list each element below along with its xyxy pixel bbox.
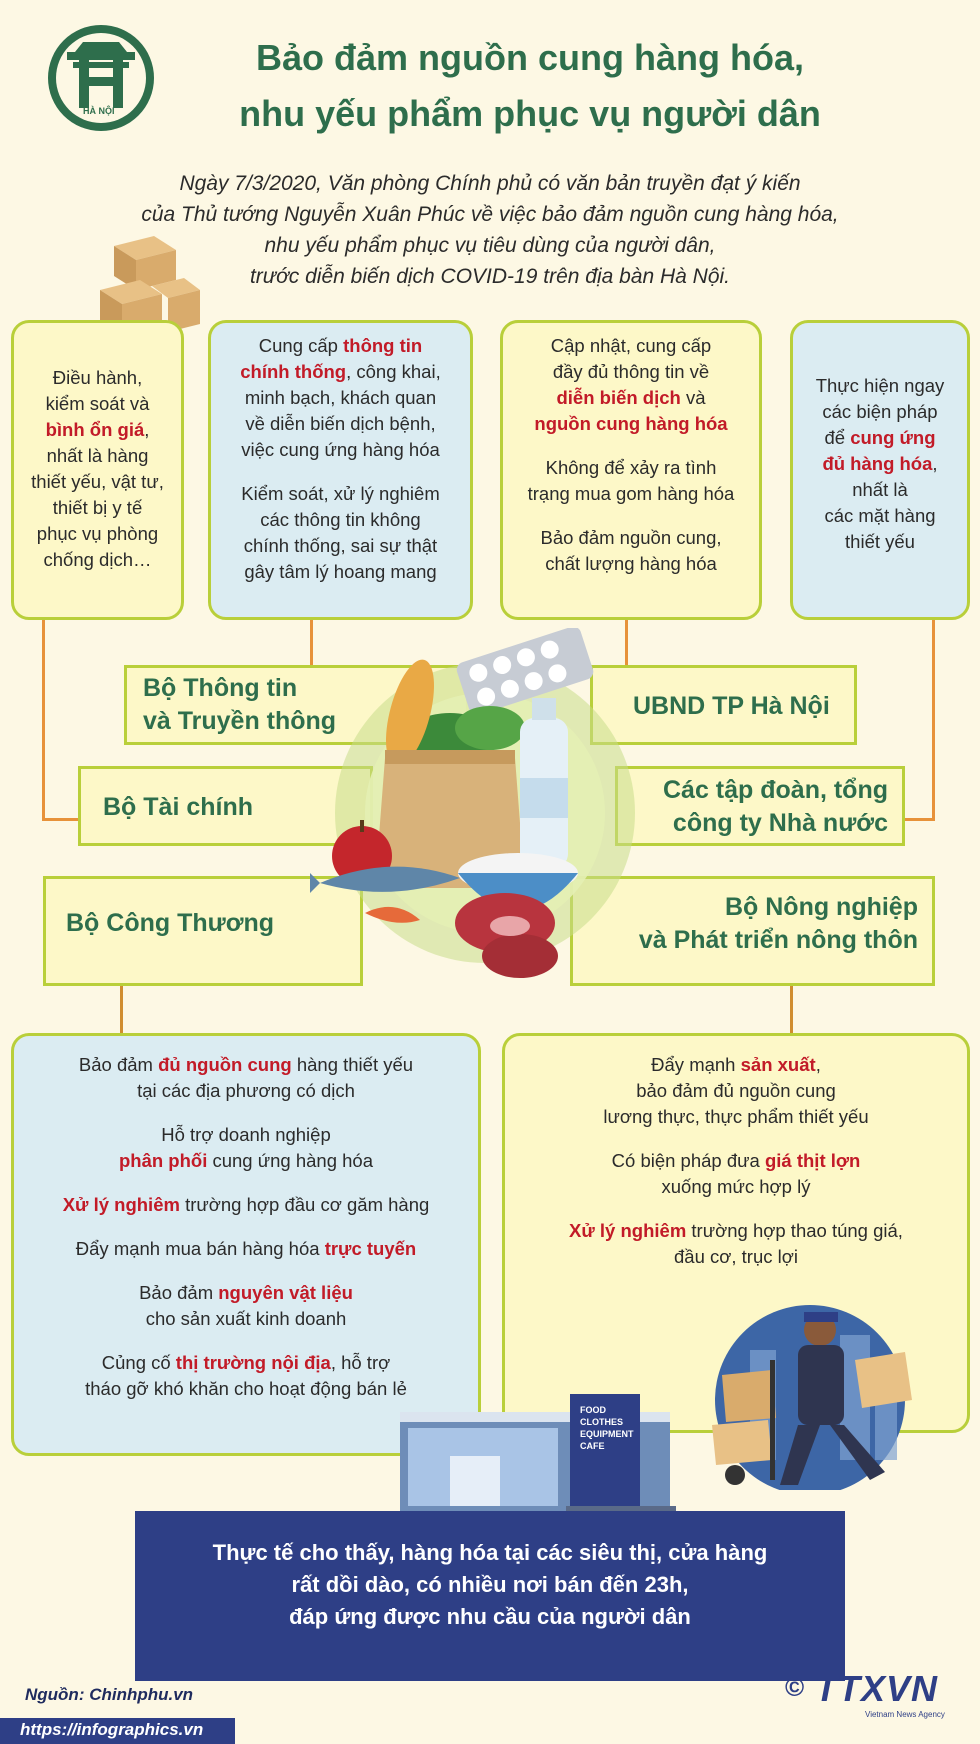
text: , công khai, bbox=[346, 361, 441, 382]
text: các biện pháp bbox=[822, 401, 938, 422]
intro-line: nhu yếu phẩm phục vụ tiêu dùng của người dân, bbox=[264, 234, 716, 257]
connector-line bbox=[42, 620, 45, 820]
conclusion-box bbox=[135, 1511, 845, 1681]
store-sign-line: CLOTHES bbox=[580, 1417, 624, 1427]
highlight: nguyên vật liệu bbox=[218, 1282, 353, 1303]
text: Điều hành, bbox=[52, 367, 143, 388]
text bbox=[14, 417, 181, 443]
text bbox=[505, 1218, 967, 1244]
text: cho sản xuất kinh doanh bbox=[145, 1308, 347, 1329]
text bbox=[14, 1148, 478, 1174]
hanoi-logo bbox=[45, 22, 157, 134]
text: trường hợp thao túng giá, bbox=[686, 1220, 903, 1241]
text: các thông tin không bbox=[260, 509, 421, 530]
highlight: đủ hàng hóa bbox=[822, 453, 933, 474]
text: hàng thiết yếu bbox=[291, 1054, 414, 1075]
highlight: bình ổn giá bbox=[45, 419, 145, 440]
agency-label: Bộ Tài chính bbox=[103, 793, 253, 821]
agency-label: Các tập đoàn, tổng bbox=[663, 776, 888, 804]
intro-text bbox=[100, 168, 880, 292]
agency-label: Bộ Công Thương bbox=[66, 909, 275, 937]
text: Cập nhật, cung cấp bbox=[550, 335, 712, 356]
delivery-man-illustration bbox=[680, 1290, 940, 1490]
store-sign-line: FOOD bbox=[580, 1405, 606, 1415]
text: Bảo đảm bbox=[139, 1282, 219, 1303]
text bbox=[14, 1052, 478, 1078]
agency-tap-doan bbox=[615, 766, 905, 846]
text bbox=[505, 1148, 967, 1174]
text: Đẩy mạnh bbox=[651, 1054, 741, 1075]
text: Không để xảy ra tình bbox=[545, 457, 717, 478]
text: và bbox=[680, 387, 706, 408]
highlight: cung ứng bbox=[850, 427, 936, 448]
highlight: phân phối bbox=[118, 1150, 208, 1171]
text bbox=[793, 425, 967, 451]
highlight: thông tin bbox=[343, 335, 423, 356]
text: bảo đảm đủ nguồn cung bbox=[636, 1080, 836, 1101]
text bbox=[793, 451, 967, 477]
intro-line: Ngày 7/3/2020, Văn phòng Chính phủ có văn bản truyền đạt ý kiến bbox=[179, 172, 801, 195]
text bbox=[211, 333, 470, 359]
text: nhất là hàng bbox=[46, 445, 149, 466]
highlight: đủ nguồn cung bbox=[158, 1054, 292, 1075]
text: , bbox=[932, 453, 938, 474]
text: , hỗ trợ bbox=[330, 1352, 391, 1373]
box-ubnd-tasks bbox=[500, 320, 762, 620]
box-tap-doan-tasks bbox=[790, 320, 970, 620]
text: xuống mức hợp lý bbox=[661, 1176, 811, 1197]
conclusion-line: đáp ứng được nhu cầu của người dân bbox=[289, 1604, 691, 1629]
connector-line bbox=[932, 620, 935, 820]
text bbox=[503, 411, 759, 437]
text: Kiểm soát, xử lý nghiêm bbox=[241, 483, 440, 504]
agency-label: Bộ Thông tin bbox=[143, 674, 298, 702]
text: các mặt hàng bbox=[824, 505, 936, 526]
text bbox=[211, 359, 470, 385]
connector-line bbox=[900, 818, 935, 821]
website-link[interactable]: https://infographics.vn bbox=[20, 1720, 204, 1739]
text: kiểm soát và bbox=[45, 393, 150, 414]
brand-tagline: Vietnam News Agency bbox=[865, 1710, 945, 1719]
text: , bbox=[815, 1054, 821, 1075]
text: phục vụ phòng bbox=[36, 523, 159, 544]
conclusion-line: rất dồi dào, có nhiều nơi bán đến 23h, bbox=[291, 1572, 689, 1597]
brand-name: TTXVN bbox=[815, 1668, 939, 1709]
text: nhất là bbox=[852, 479, 908, 500]
text bbox=[14, 1236, 478, 1262]
ttxvn-logo bbox=[785, 1668, 965, 1728]
store-sign-line: CAFE bbox=[580, 1441, 605, 1451]
page-title bbox=[150, 30, 910, 142]
logo-label: HÀ NỘI bbox=[83, 106, 115, 116]
connector-line bbox=[790, 985, 793, 1033]
agency-label: và Phát triển nông thôn bbox=[638, 926, 918, 954]
highlight: nguồn cung hàng hóa bbox=[534, 413, 728, 434]
conclusion-line: Thực tế cho thấy, hàng hóa tại các siêu thị, cửa hàng bbox=[212, 1540, 768, 1565]
text: Bảo đảm nguồn cung, bbox=[540, 527, 722, 548]
text: gây tâm lý hoang mang bbox=[244, 561, 437, 582]
highlight: sản xuất bbox=[740, 1054, 816, 1075]
agency-label: Bộ Nông nghiệp bbox=[724, 893, 918, 921]
box-bo-thong-tin-tasks bbox=[208, 320, 473, 620]
text bbox=[14, 1350, 478, 1376]
text: Đẩy mạnh mua bán hàng hóa bbox=[75, 1238, 325, 1259]
text: minh bạch, khách quan bbox=[244, 387, 437, 408]
text: đầu cơ, trục lợi bbox=[674, 1246, 798, 1267]
connector-line bbox=[120, 985, 123, 1033]
text: thiết yếu bbox=[845, 531, 915, 552]
highlight: diễn biến dịch bbox=[556, 387, 681, 408]
text: cung ứng hàng hóa bbox=[207, 1150, 374, 1171]
text: Hỗ trợ doanh nghiệp bbox=[161, 1124, 331, 1145]
text: chất lượng hàng hóa bbox=[545, 553, 717, 574]
text: để bbox=[824, 427, 851, 448]
text bbox=[505, 1052, 967, 1078]
agency-label: UBND TP Hà Nội bbox=[633, 692, 830, 720]
highlight: trực tuyến bbox=[324, 1238, 417, 1259]
text: thiết yếu, vật tư, bbox=[31, 471, 164, 492]
store-sign bbox=[580, 1404, 640, 1452]
text: chống dịch… bbox=[43, 549, 152, 570]
text: chính thống, sai sự thật bbox=[243, 535, 438, 556]
text: đầy đủ thông tin về bbox=[552, 361, 710, 382]
text: lương thực, thực phẩm thiết yếu bbox=[603, 1106, 869, 1127]
text bbox=[14, 1192, 478, 1218]
text: , bbox=[144, 419, 150, 440]
highlight: Xử lý nghiêm bbox=[569, 1220, 687, 1241]
food-illustration bbox=[310, 628, 650, 1008]
text bbox=[503, 385, 759, 411]
highlight: Xử lý nghiêm bbox=[62, 1194, 180, 1215]
intro-line: của Thủ tướng Nguyễn Xuân Phúc về việc bảo đảm nguồn cung hàng hóa, bbox=[141, 203, 839, 226]
agency-label: và Truyền thông bbox=[143, 707, 337, 735]
store-sign-line: EQUIPMENT bbox=[580, 1429, 634, 1439]
text: Bảo đảm bbox=[78, 1054, 159, 1075]
connector-line bbox=[42, 818, 82, 821]
text: Cung cấp bbox=[258, 335, 338, 356]
store-illustration bbox=[390, 1386, 690, 1516]
agency-label: công ty Nhà nước bbox=[672, 809, 888, 837]
source-text: Nguồn: Chinhphu.vn bbox=[25, 1685, 194, 1704]
text: Có biện pháp đưa bbox=[611, 1150, 765, 1171]
copyright-icon: © bbox=[785, 1672, 805, 1702]
title-line-1: Bảo đảm nguồn cung hàng hóa, bbox=[256, 37, 804, 78]
text: thiết bị y tế bbox=[52, 497, 143, 518]
intro-line: trước diễn biến dịch COVID-19 trên địa bàn Hà Nội. bbox=[249, 265, 731, 288]
highlight: thị trường nội địa bbox=[175, 1352, 331, 1373]
text: Thực hiện ngay bbox=[815, 375, 945, 396]
text: về diễn biến dịch bệnh, bbox=[245, 413, 436, 434]
text: việc cung ứng hàng hóa bbox=[241, 439, 440, 460]
highlight: giá thịt lợn bbox=[764, 1150, 861, 1171]
highlight: chính thống bbox=[240, 361, 347, 382]
text: trường hợp đầu cơ găm hàng bbox=[179, 1194, 430, 1215]
text: tháo gỡ khó khăn cho hoạt động bán lẻ bbox=[85, 1378, 407, 1399]
text bbox=[14, 1280, 478, 1306]
text: trạng mua gom hàng hóa bbox=[527, 483, 735, 504]
text: tại các địa phương có dịch bbox=[137, 1080, 355, 1101]
box-bo-tai-chinh-tasks bbox=[11, 320, 184, 620]
text: Củng cố bbox=[101, 1352, 176, 1373]
title-line-2: nhu yếu phẩm phục vụ người dân bbox=[239, 93, 821, 134]
